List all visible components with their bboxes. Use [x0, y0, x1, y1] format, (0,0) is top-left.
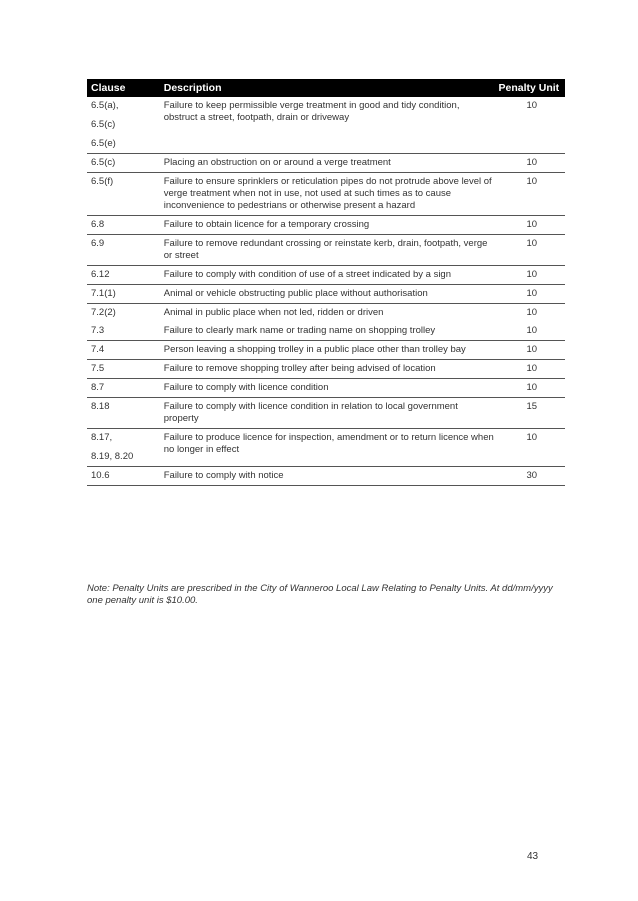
penalty-unit-cell: 10 — [526, 344, 538, 355]
header-penalty-unit: Penalty Unit — [498, 79, 565, 97]
clause-value: 6.9 — [91, 238, 105, 249]
penalty-unit-cell: 10 — [526, 157, 538, 168]
clause-cell — [87, 235, 160, 266]
clause-value: 8.17, — [91, 432, 113, 443]
description-cell: Failure to comply with condition of use of a street indicated by a sign — [163, 269, 451, 280]
clause-cell — [87, 285, 160, 304]
table-row — [87, 467, 565, 486]
penalty-unit-cell: 30 — [526, 470, 538, 481]
penalty-table — [87, 79, 565, 486]
page-number: 43 — [527, 851, 539, 862]
penalty-unit-cell: 10 — [526, 100, 538, 111]
penalty-unit-cell: 10 — [526, 238, 538, 249]
clause-cell — [87, 429, 160, 467]
table-row — [87, 429, 565, 467]
table-row — [87, 322, 565, 341]
penalty-note: Note: Penalty Units are prescribed in the City of Wanneroo Local Law Relating to Penalty Units. At dd/mm/yyyy one penalty unit is $10.00. — [87, 583, 553, 606]
table-row — [87, 398, 565, 429]
clause-value: 6.12 — [91, 269, 110, 280]
clause-cell — [87, 379, 160, 398]
header-clause: Clause — [87, 79, 160, 97]
clause-cell — [87, 266, 160, 285]
description-cell: Animal or vehicle obstructing public place without authorisation — [163, 288, 428, 299]
clause-cell — [87, 304, 160, 323]
table-row — [87, 97, 565, 154]
clause-cell — [87, 97, 160, 154]
clause-value: 7.1(1) — [91, 288, 116, 299]
clause-cell — [87, 341, 160, 360]
table-header-row — [87, 79, 565, 97]
table-row — [87, 360, 565, 379]
penalty-unit-cell: 10 — [526, 219, 538, 230]
clause-value: 6.5(a), — [91, 100, 119, 111]
clause-cell — [87, 360, 160, 379]
table-body — [87, 97, 565, 486]
clause-value: 6.8 — [91, 219, 105, 230]
clause-cell — [87, 154, 160, 173]
clause-value: 7.4 — [91, 344, 105, 355]
description-cell: Failure to comply with notice — [163, 470, 284, 481]
description-cell: Failure to comply with licence condition — [163, 382, 329, 393]
penalty-unit-cell: 15 — [526, 401, 538, 412]
clause-value: 6.5(c) — [91, 157, 116, 168]
description-cell: Failure to comply with licence condition in relation to local government property — [163, 401, 458, 424]
table-row — [87, 379, 565, 398]
description-cell: Animal in public place when not led, ridden or driven — [163, 307, 384, 318]
table-row — [87, 154, 565, 173]
clause-value: 7.2(2) — [91, 307, 116, 318]
description-cell: Failure to clearly mark name or trading name on shopping trolley — [163, 325, 436, 336]
clause-value: 6.5(e) — [91, 138, 116, 149]
table-row — [87, 235, 565, 266]
clause-cell — [87, 467, 160, 486]
table-row — [87, 266, 565, 285]
clause-value: 7.3 — [91, 325, 105, 336]
clause-cell — [87, 216, 160, 235]
clause-value: 6.5(c) — [91, 119, 116, 130]
penalty-unit-cell: 10 — [526, 176, 538, 187]
clause-cell — [87, 173, 160, 216]
penalty-unit-cell: 10 — [526, 325, 538, 336]
penalty-unit-cell: 10 — [526, 307, 538, 318]
description-cell: Failure to keep permissible verge treatment in good and tidy condition, obstruct a street, footpath, drain or driveway — [163, 100, 460, 123]
penalty-unit-cell: 10 — [526, 363, 538, 374]
clause-value: 8.18 — [91, 401, 110, 412]
penalty-unit-cell: 10 — [526, 432, 538, 443]
description-cell: Failure to remove redundant crossing or reinstate kerb, drain, footpath, verge or street — [163, 238, 488, 261]
clause-value: 10.6 — [91, 470, 110, 481]
table-row — [87, 216, 565, 235]
description-cell: Failure to obtain licence for a temporary crossing — [163, 219, 370, 230]
table-row — [87, 341, 565, 360]
penalty-unit-cell: 10 — [526, 382, 538, 393]
description-cell: Failure to remove shopping trolley after being advised of location — [163, 363, 436, 374]
clause-value: 6.5(f) — [91, 176, 114, 187]
clause-value: 7.5 — [91, 363, 105, 374]
penalty-unit-cell: 10 — [526, 269, 538, 280]
clause-value: 8.19, 8.20 — [91, 451, 134, 462]
table-row — [87, 285, 565, 304]
table-row — [87, 173, 565, 216]
description-cell: Placing an obstruction on or around a verge treatment — [163, 157, 391, 168]
clause-cell — [87, 322, 160, 341]
penalty-unit-cell: 10 — [526, 288, 538, 299]
description-cell: Failure to ensure sprinklers or reticulation pipes do not protrude above level of verge treatment when not in use, not used at such times as to cause inconvenience to pedestrians or otherwise present a hazard — [163, 176, 492, 211]
clause-cell — [87, 398, 160, 429]
description-cell: Person leaving a shopping trolley in a public place other than trolley bay — [163, 344, 466, 355]
clause-value: 8.7 — [91, 382, 105, 393]
description-cell: Failure to produce licence for inspection, amendment or to return licence when no longer in effect — [163, 432, 494, 455]
table-row — [87, 304, 565, 323]
header-description: Description — [160, 79, 499, 97]
